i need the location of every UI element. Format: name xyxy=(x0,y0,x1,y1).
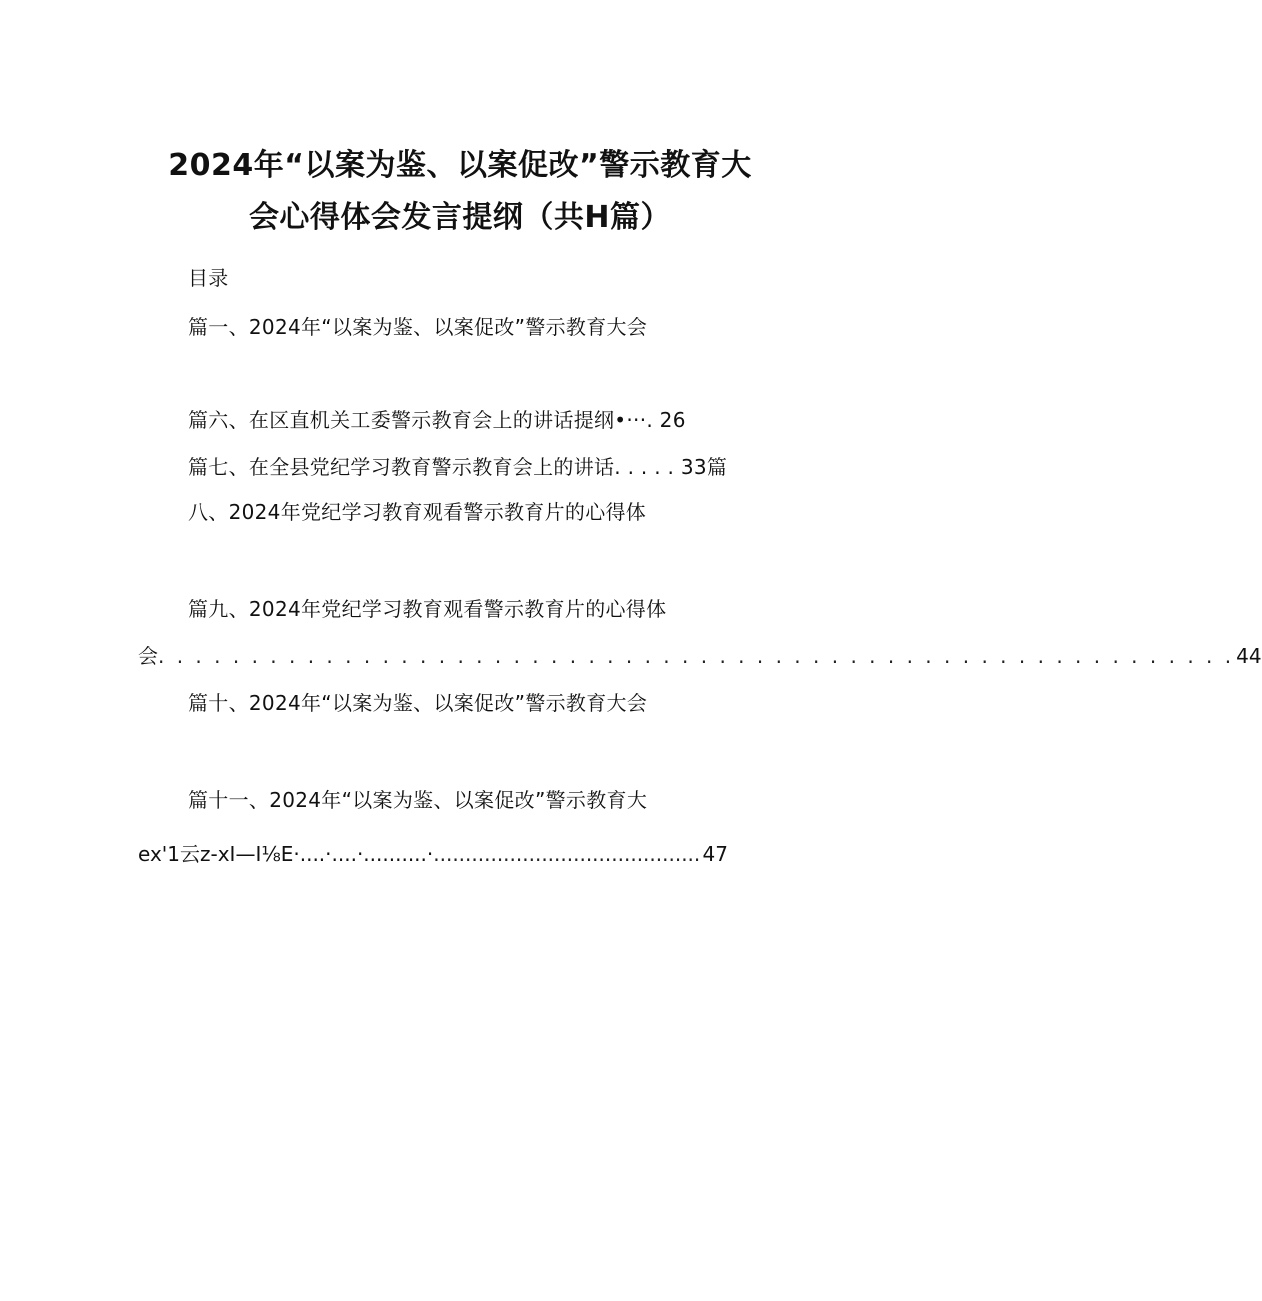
toc-heading: 目录 xyxy=(188,266,229,290)
toc-entry-9: 篇九、2024年党纪学习教育观看警示教育片的心得体 xyxy=(188,597,667,621)
toc-entry-7: 篇七、在全县党纪学习教育警示教育会上的讲话. . . . . 33篇 xyxy=(188,455,728,479)
toc-entry-6: 篇六、在区直机关工委警示教育会上的讲话提纲•···. 26 xyxy=(188,408,686,432)
toc-entry-1: 篇一、2024年“以案为鉴、以案促改”警示教育大会 xyxy=(188,315,648,339)
toc-leader-dots: . . . . . . . . . . . . . . . . . . . . . . . . . . . . . . . . . . . . . . . . . . . . . . . . . . . . . . . . . . xyxy=(158,644,1235,668)
document-title-line-1: 2024年“以案为鉴、以案促改”警示教育大 xyxy=(168,148,752,183)
toc-entry-10: 篇十、2024年“以案为鉴、以案促改”警示教育大会 xyxy=(188,691,648,715)
toc-entry-11: 篇十一、2024年“以案为鉴、以案促改”警示教育大 xyxy=(188,788,648,812)
document-title-line-2: 会心得体会发言提纲（共H篇） xyxy=(248,200,672,235)
toc-leader-dots: .......................................... xyxy=(433,842,701,866)
toc-entry-8: 八、2024年党纪学习教育观看警示教育片的心得体 xyxy=(188,500,647,524)
toc-entry-9-continuation xyxy=(138,640,1262,669)
toc-entry-11-lead: ex'1云z-xI—I⅛E·....·....·..........· xyxy=(138,842,434,866)
toc-entry-9-lead: 会 xyxy=(138,644,158,668)
toc-page-number: 47 xyxy=(702,842,728,866)
toc-page-number: 44 xyxy=(1236,644,1262,668)
toc-entry-11-continuation xyxy=(138,838,728,867)
